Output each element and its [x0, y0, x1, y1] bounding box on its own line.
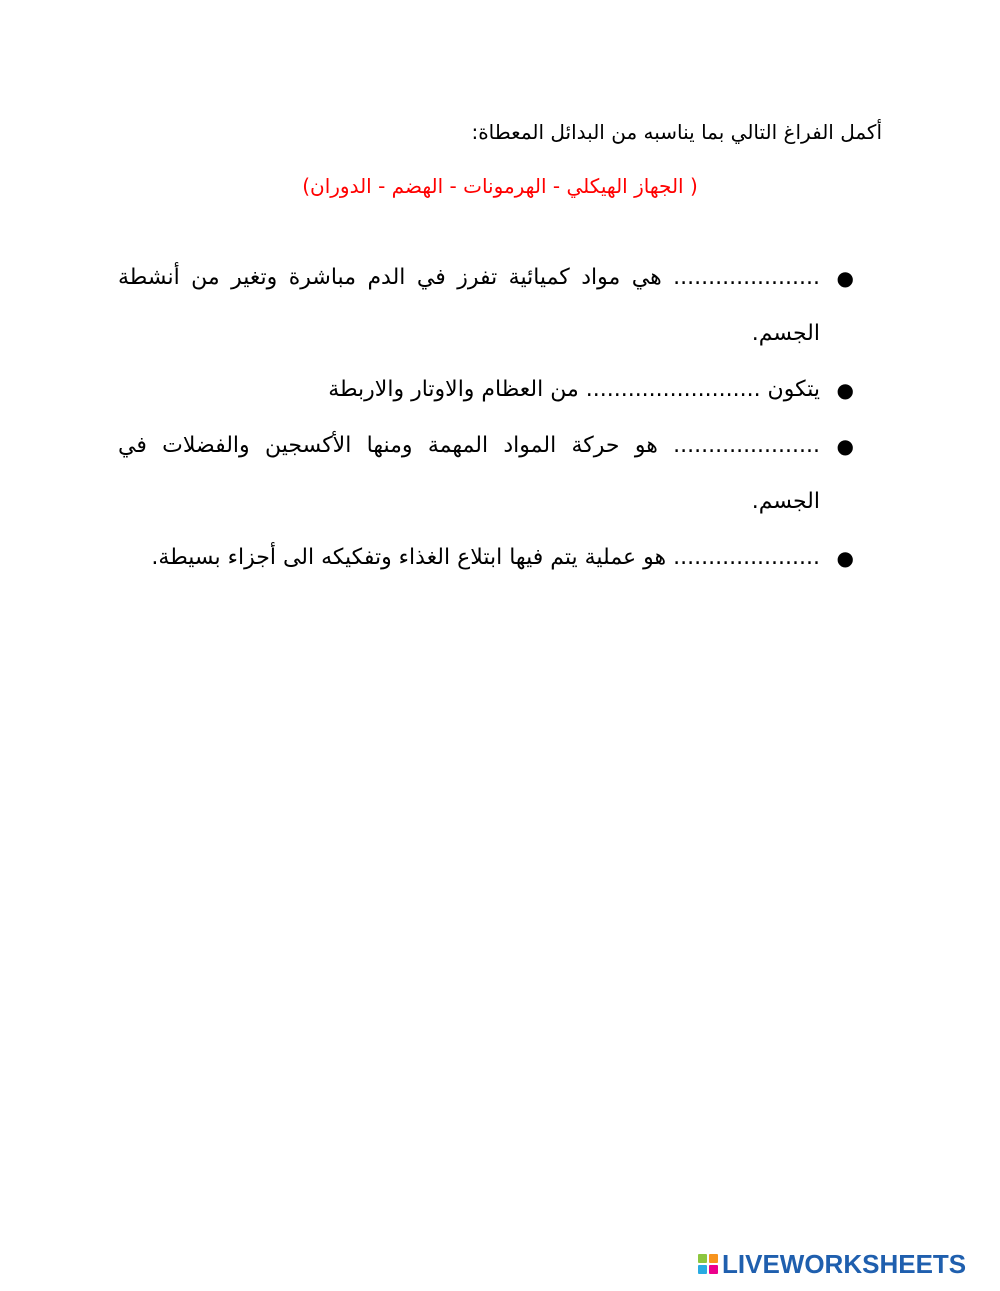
list-item — [118, 530, 858, 586]
item-text: ..................... هي مواد كميائية تفرز في الدم مباشرة وتغير من أنشطة الجسم. — [118, 265, 820, 346]
list-item — [118, 418, 858, 530]
bullet-icon: ● — [836, 266, 854, 290]
bullet-icon: ● — [836, 434, 854, 458]
list-item — [118, 362, 858, 418]
brand-name: LIVEWORKSHEETS — [722, 1248, 967, 1279]
fill-in-items — [118, 250, 858, 586]
bullet-icon: ● — [836, 546, 854, 570]
choices-list: ( الجهاز الهيكلي - الهرمونات - الهضم - الدوران) — [302, 174, 698, 198]
instruction-text: أكمل الفراغ التالي بما يناسبه من البدائل المعطاة: — [471, 120, 882, 144]
bullet-icon: ● — [836, 378, 854, 402]
item-text: يتكون ......................... من العظام والاوتار والاربطة — [328, 377, 820, 402]
list-item — [118, 250, 858, 362]
item-text: ..................... هو حركة المواد المهمة ومنها الأكسجين والفضلات في الجسم. — [118, 433, 820, 514]
liveworksheets-logo-icon — [698, 1254, 718, 1274]
item-text: ..................... هو عملية يتم فيها ابتلاع الغذاء وتفكيكه الى أجزاء بسيطة. — [151, 545, 820, 570]
liveworksheets-brand[interactable] — [698, 1246, 994, 1282]
